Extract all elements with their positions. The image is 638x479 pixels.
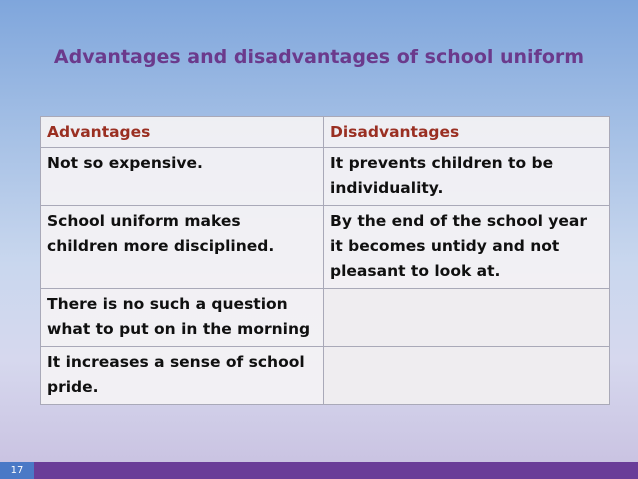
table-row — [41, 289, 610, 347]
page-number: 17 — [0, 462, 34, 479]
table-row — [41, 347, 610, 405]
disadvantage-cell: It prevents children to be individuality. — [324, 148, 610, 206]
disadvantage-cell-empty — [324, 289, 610, 347]
advantage-cell: It increases a sense of school pride. — [41, 347, 324, 405]
table-row — [41, 148, 610, 206]
header-advantages: Advantages — [41, 117, 324, 148]
advantage-cell: Not so expensive. — [41, 148, 324, 206]
table-row — [41, 206, 610, 289]
slide-title: Advantages and disadvantages of school uniform — [53, 46, 585, 68]
disadvantage-cell: By the end of the school year it becomes untidy and not pleasant to look at. — [324, 206, 610, 289]
uniform-table — [40, 116, 610, 405]
advantage-cell: School uniform makes children more disciplined. — [41, 206, 324, 289]
disadvantage-cell-empty — [324, 347, 610, 405]
table-header-row — [41, 117, 610, 148]
header-disadvantages: Disadvantages — [324, 117, 610, 148]
advantage-cell: There is no such a question what to put on in the morning — [41, 289, 324, 347]
footer-bar — [0, 462, 638, 479]
